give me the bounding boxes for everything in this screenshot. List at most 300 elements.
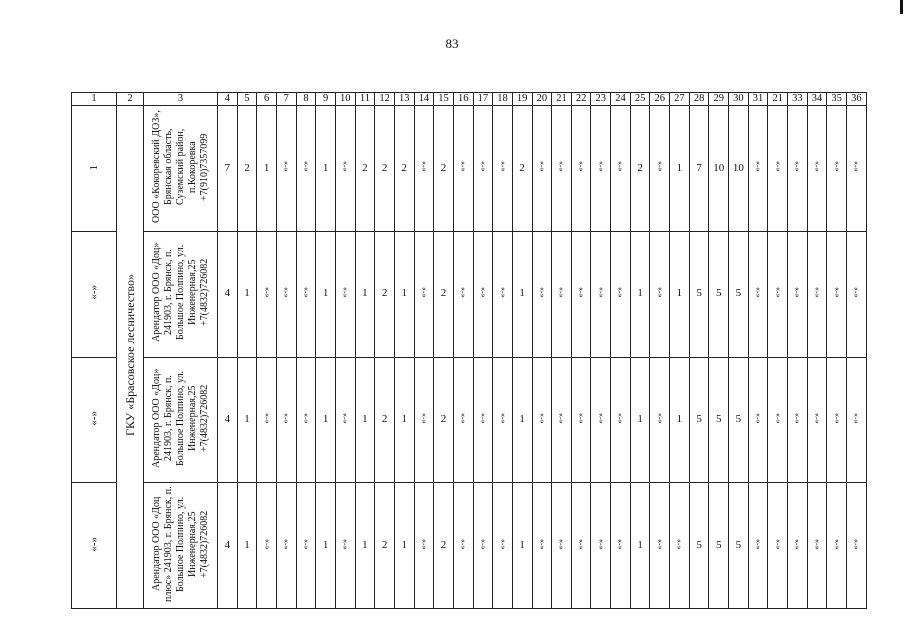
ditto-mark: «-» bbox=[615, 412, 625, 424]
header-cell: 12 bbox=[375, 93, 395, 106]
data-cell bbox=[394, 106, 414, 232]
table-row bbox=[72, 231, 867, 357]
ditto-mark: «-» bbox=[753, 161, 763, 172]
data-cell bbox=[807, 231, 827, 357]
header-cell: 1 bbox=[72, 93, 117, 106]
cell-value: 1 bbox=[263, 161, 270, 174]
header-cell: 34 bbox=[807, 93, 827, 106]
cell-value: 1 bbox=[637, 538, 643, 551]
data-cell bbox=[394, 357, 414, 483]
data-cell bbox=[847, 106, 867, 232]
cell-value: 1 bbox=[401, 287, 407, 300]
data-cell bbox=[748, 357, 768, 483]
data-cell bbox=[650, 483, 670, 609]
header-cell: 8 bbox=[296, 93, 316, 106]
header-cell: 33 bbox=[788, 93, 808, 106]
ditto-mark: «-» bbox=[497, 161, 507, 172]
ditto-mark: «-» bbox=[654, 287, 664, 298]
ditto-mark: «-» bbox=[281, 412, 291, 424]
ditto-mark: «-» bbox=[340, 287, 350, 298]
data-cell bbox=[257, 106, 277, 232]
data-cell bbox=[768, 231, 788, 357]
data-cell bbox=[768, 357, 788, 483]
table-row bbox=[72, 483, 867, 609]
data-cell bbox=[847, 483, 867, 609]
ditto-mark: «-» bbox=[497, 287, 507, 298]
cell-value: 1 bbox=[244, 538, 250, 551]
header-cell: 16 bbox=[453, 93, 473, 106]
ditto-mark: «-» bbox=[477, 161, 487, 172]
ditto-mark: «-» bbox=[576, 538, 586, 550]
data-cell bbox=[453, 106, 473, 232]
ditto-mark: «-» bbox=[753, 287, 763, 298]
ditto-mark: «-» bbox=[753, 412, 763, 424]
data-cell bbox=[591, 231, 611, 357]
data-cell bbox=[630, 231, 650, 357]
ditto-mark: «-» bbox=[340, 161, 350, 172]
data-cell bbox=[768, 483, 788, 609]
data-cell bbox=[847, 357, 867, 483]
cell-value: 5 bbox=[696, 413, 702, 426]
ditto-mark: «-» bbox=[458, 412, 468, 424]
data-cell bbox=[237, 231, 257, 357]
data-cell bbox=[296, 483, 316, 609]
data-cell bbox=[591, 106, 611, 232]
ditto-mark: «-» bbox=[281, 538, 291, 550]
ditto-mark: «-» bbox=[772, 287, 782, 298]
cell-value: 1 bbox=[676, 287, 683, 300]
table-row bbox=[72, 106, 867, 232]
data-cell bbox=[650, 357, 670, 483]
data-cell bbox=[237, 106, 257, 232]
entity-text: ООО «Кокоревский ДОЗ», Брянская область, Суземский район, п.Кокоревка +7(910)7357099 bbox=[150, 110, 210, 224]
data-cell bbox=[552, 231, 572, 357]
header-cell: 21 bbox=[552, 93, 572, 106]
data-cell bbox=[630, 357, 650, 483]
cell-value: 1 bbox=[637, 413, 643, 426]
cell-value: 10 bbox=[732, 161, 744, 174]
data-cell bbox=[296, 231, 316, 357]
cell-value: 5 bbox=[735, 413, 742, 426]
header-cell: 30 bbox=[729, 93, 749, 106]
entity-cell bbox=[144, 357, 218, 483]
row-number: «-» bbox=[87, 536, 100, 552]
data-cell bbox=[257, 483, 277, 609]
data-cell bbox=[355, 483, 375, 609]
cell-value: 1 bbox=[401, 538, 407, 551]
data-cell bbox=[257, 357, 277, 483]
data-cell bbox=[257, 231, 277, 357]
data-cell bbox=[414, 357, 434, 483]
forestry-cell bbox=[117, 106, 144, 609]
data-cell bbox=[532, 231, 552, 357]
data-cell bbox=[729, 231, 749, 357]
row-number: 1 bbox=[87, 164, 100, 171]
header-cell: 36 bbox=[847, 93, 867, 106]
ditto-mark: «-» bbox=[418, 287, 428, 298]
row-number: «-» bbox=[87, 410, 100, 426]
cell-value: 5 bbox=[696, 287, 702, 300]
cell-value: 1 bbox=[519, 413, 525, 426]
page-number: 83 bbox=[445, 36, 459, 51]
data-cell bbox=[335, 357, 355, 483]
ditto-mark: «-» bbox=[281, 161, 291, 172]
ditto-mark: «-» bbox=[792, 287, 802, 298]
ditto-mark: «-» bbox=[851, 287, 861, 298]
data-cell bbox=[611, 357, 631, 483]
ditto-mark: «-» bbox=[654, 161, 664, 172]
ditto-mark: «-» bbox=[851, 412, 861, 424]
data-cell bbox=[611, 231, 631, 357]
data-cell bbox=[434, 483, 454, 609]
entity-cell bbox=[144, 106, 218, 232]
data-cell bbox=[709, 106, 729, 232]
ditto-mark: «-» bbox=[595, 538, 605, 550]
ditto-mark: «-» bbox=[556, 287, 566, 298]
data-cell bbox=[355, 357, 375, 483]
ditto-mark: «-» bbox=[261, 538, 271, 550]
ditto-mark: «-» bbox=[536, 287, 546, 298]
data-cell bbox=[729, 106, 749, 232]
forestry-name: ГКУ «Брасовское лесничество» bbox=[123, 274, 137, 437]
header-cell: 23 bbox=[591, 93, 611, 106]
data-cell bbox=[650, 231, 670, 357]
data-cell bbox=[670, 106, 690, 232]
row-number-cell bbox=[72, 483, 117, 609]
cell-value: 1 bbox=[676, 413, 683, 426]
ditto-mark: «-» bbox=[851, 538, 861, 550]
ditto-mark: «-» bbox=[418, 161, 428, 172]
ditto-mark: «-» bbox=[674, 538, 684, 550]
data-cell bbox=[748, 483, 768, 609]
data-cell bbox=[316, 357, 336, 483]
data-cell bbox=[709, 357, 729, 483]
data-cell bbox=[335, 231, 355, 357]
cell-value: 1 bbox=[244, 413, 250, 426]
cell-value: 1 bbox=[322, 538, 329, 551]
data-cell bbox=[218, 231, 238, 357]
data-cell bbox=[434, 357, 454, 483]
data-cell bbox=[493, 357, 513, 483]
data-cell bbox=[827, 483, 847, 609]
data-cell bbox=[729, 483, 749, 609]
data-cell bbox=[493, 106, 513, 232]
cell-value: 2 bbox=[440, 161, 447, 174]
data-cell bbox=[827, 106, 847, 232]
ditto-mark: «-» bbox=[615, 287, 625, 298]
header-cell: 4 bbox=[218, 93, 238, 106]
cell-value: 5 bbox=[715, 287, 722, 300]
cell-value: 1 bbox=[637, 287, 643, 300]
ditto-mark: «-» bbox=[497, 412, 507, 424]
cell-value: 2 bbox=[381, 287, 388, 300]
data-cell bbox=[434, 106, 454, 232]
ditto-mark: «-» bbox=[812, 287, 822, 298]
entity-cell bbox=[144, 483, 218, 609]
cell-value: 1 bbox=[362, 413, 368, 426]
cell-value: 1 bbox=[676, 161, 683, 174]
header-cell: 6 bbox=[257, 93, 277, 106]
data-cell bbox=[473, 357, 493, 483]
data-table bbox=[71, 92, 867, 609]
ditto-mark: «-» bbox=[792, 538, 802, 550]
ditto-mark: «-» bbox=[556, 161, 566, 172]
ditto-mark: «-» bbox=[772, 538, 782, 550]
cell-value: 2 bbox=[440, 538, 447, 551]
data-cell bbox=[335, 106, 355, 232]
data-cell bbox=[276, 231, 296, 357]
data-cell bbox=[788, 357, 808, 483]
data-cell bbox=[571, 106, 591, 232]
cell-value: 4 bbox=[224, 413, 231, 426]
data-cell bbox=[218, 106, 238, 232]
data-cell bbox=[276, 106, 296, 232]
cell-value: 4 bbox=[224, 538, 231, 551]
data-cell bbox=[611, 483, 631, 609]
cell-value: 2 bbox=[519, 161, 525, 174]
header-cell: 11 bbox=[355, 93, 375, 106]
ditto-mark: «-» bbox=[556, 412, 566, 424]
ditto-mark: «-» bbox=[477, 538, 487, 550]
cell-value: 7 bbox=[696, 161, 702, 174]
data-cell bbox=[591, 483, 611, 609]
row-number: «-» bbox=[87, 285, 100, 300]
table-row bbox=[72, 357, 867, 483]
data-cell bbox=[414, 106, 434, 232]
ditto-mark: «-» bbox=[772, 161, 782, 172]
data-cell bbox=[237, 483, 257, 609]
data-cell bbox=[453, 231, 473, 357]
header-cell: 18 bbox=[493, 93, 513, 106]
data-cell bbox=[394, 483, 414, 609]
data-cell bbox=[394, 231, 414, 357]
data-cell bbox=[670, 483, 690, 609]
ditto-mark: «-» bbox=[536, 538, 546, 550]
header-cell: 31 bbox=[748, 93, 768, 106]
data-cell bbox=[552, 106, 572, 232]
data-cell bbox=[748, 231, 768, 357]
data-cell bbox=[473, 483, 493, 609]
ditto-mark: «-» bbox=[831, 287, 841, 298]
data-cell bbox=[571, 483, 591, 609]
data-cell bbox=[453, 357, 473, 483]
ditto-mark: «-» bbox=[615, 538, 625, 550]
row-number-cell bbox=[72, 106, 117, 232]
cell-value: 2 bbox=[381, 413, 388, 426]
cell-value: 10 bbox=[713, 161, 725, 174]
ditto-mark: «-» bbox=[615, 161, 625, 172]
data-cell bbox=[512, 231, 532, 357]
ditto-mark: «-» bbox=[812, 161, 822, 172]
data-cell bbox=[512, 106, 532, 232]
data-cell bbox=[316, 231, 336, 357]
ditto-mark: «-» bbox=[831, 412, 841, 424]
cell-value: 1 bbox=[519, 538, 525, 551]
data-cell bbox=[512, 483, 532, 609]
ditto-mark: «-» bbox=[300, 161, 310, 172]
data-cell bbox=[827, 357, 847, 483]
data-cell bbox=[375, 231, 395, 357]
cell-value: 5 bbox=[735, 287, 742, 300]
header-cell: 3 bbox=[144, 93, 218, 106]
header-cell: 19 bbox=[512, 93, 532, 106]
data-cell bbox=[375, 483, 395, 609]
data-cell bbox=[335, 483, 355, 609]
data-cell bbox=[316, 106, 336, 232]
ditto-mark: «-» bbox=[281, 287, 291, 298]
ditto-mark: «-» bbox=[458, 538, 468, 550]
data-cell bbox=[689, 357, 709, 483]
ditto-mark: «-» bbox=[556, 538, 566, 550]
ditto-mark: «-» bbox=[300, 412, 310, 424]
data-cell bbox=[689, 483, 709, 609]
data-cell bbox=[630, 483, 650, 609]
cell-value: 1 bbox=[322, 161, 329, 174]
cell-value: 5 bbox=[715, 538, 722, 551]
cell-value: 2 bbox=[440, 413, 447, 426]
entity-cell bbox=[144, 231, 218, 357]
ditto-mark: «-» bbox=[812, 538, 822, 550]
header-cell: 20 bbox=[532, 93, 552, 106]
data-cell bbox=[689, 106, 709, 232]
header-cell: 14 bbox=[414, 93, 434, 106]
header-cell: 2 bbox=[117, 93, 144, 106]
cell-value: 7 bbox=[224, 161, 231, 174]
data-cell bbox=[453, 483, 473, 609]
cell-value: 1 bbox=[322, 413, 329, 426]
data-cell bbox=[414, 483, 434, 609]
ditto-mark: «-» bbox=[458, 161, 468, 172]
ditto-mark: «-» bbox=[458, 287, 468, 298]
cell-value: 5 bbox=[696, 538, 702, 551]
cell-value: 1 bbox=[322, 287, 329, 300]
data-cell bbox=[434, 231, 454, 357]
data-cell bbox=[807, 483, 827, 609]
data-cell bbox=[316, 483, 336, 609]
cell-value: 1 bbox=[244, 287, 250, 300]
entity-text: Арендатор ООО «Доц плюс» 241903, г. Брянск, п. Большое Полпино, ул. Инженерная,25 +7(4832)726082 bbox=[150, 486, 210, 602]
ditto-mark: «-» bbox=[261, 287, 271, 298]
ditto-mark: «-» bbox=[831, 538, 841, 550]
data-cell bbox=[591, 357, 611, 483]
data-cell bbox=[571, 231, 591, 357]
data-cell bbox=[218, 483, 238, 609]
header-cell: 21 bbox=[768, 93, 788, 106]
ditto-mark: «-» bbox=[576, 161, 586, 172]
ditto-mark: «-» bbox=[772, 412, 782, 424]
cell-value: 2 bbox=[440, 287, 447, 300]
header-cell: 13 bbox=[394, 93, 414, 106]
data-cell bbox=[788, 483, 808, 609]
ditto-mark: «-» bbox=[851, 161, 861, 172]
data-cell bbox=[493, 231, 513, 357]
ditto-mark: «-» bbox=[477, 412, 487, 424]
header-row bbox=[72, 93, 867, 106]
header-cell: 28 bbox=[689, 93, 709, 106]
data-cell bbox=[709, 231, 729, 357]
data-cell bbox=[414, 231, 434, 357]
data-cell bbox=[512, 357, 532, 483]
cell-value: 1 bbox=[362, 538, 368, 551]
data-cell bbox=[473, 231, 493, 357]
ditto-mark: «-» bbox=[300, 287, 310, 298]
entity-text: Арендатор ООО «Доц» 241903, г. Брянск, п. Большое Полпино, ул. Инженерная,25 +7(4832)726082 bbox=[150, 242, 210, 343]
page-edge-mark bbox=[900, 0, 903, 14]
header-cell: 24 bbox=[611, 93, 631, 106]
data-cell bbox=[768, 106, 788, 232]
data-cell bbox=[532, 106, 552, 232]
ditto-mark: «-» bbox=[812, 412, 822, 424]
data-cell bbox=[630, 106, 650, 232]
header-cell: 27 bbox=[670, 93, 690, 106]
cell-value: 2 bbox=[381, 161, 388, 174]
ditto-mark: «-» bbox=[595, 412, 605, 424]
header-cell: 26 bbox=[650, 93, 670, 106]
header-cell: 5 bbox=[237, 93, 257, 106]
header-cell: 25 bbox=[630, 93, 650, 106]
ditto-mark: «-» bbox=[595, 287, 605, 298]
data-cell bbox=[552, 483, 572, 609]
ditto-mark: «-» bbox=[576, 287, 586, 298]
data-cell bbox=[670, 231, 690, 357]
ditto-mark: «-» bbox=[497, 538, 507, 550]
header-cell: 7 bbox=[276, 93, 296, 106]
data-cell bbox=[807, 357, 827, 483]
ditto-mark: «-» bbox=[654, 412, 664, 424]
data-cell bbox=[847, 231, 867, 357]
entity-text: Арендатор ООО «Доц» 241903, г. Брянск, п. Большое Полпино, ул. Инженерная,25 +7(4832)726082 bbox=[150, 368, 210, 468]
data-cell bbox=[532, 357, 552, 483]
data-cell bbox=[355, 231, 375, 357]
data-cell bbox=[218, 357, 238, 483]
cell-value: 2 bbox=[244, 161, 250, 174]
cell-value: 2 bbox=[637, 161, 643, 174]
header-cell: 35 bbox=[827, 93, 847, 106]
data-cell bbox=[571, 357, 591, 483]
ditto-mark: «-» bbox=[536, 412, 546, 424]
data-cell bbox=[611, 106, 631, 232]
row-number-cell bbox=[72, 231, 117, 357]
cell-value: 1 bbox=[519, 287, 525, 300]
data-cell bbox=[493, 483, 513, 609]
data-cell bbox=[473, 106, 493, 232]
cell-value: 1 bbox=[401, 413, 407, 426]
ditto-mark: «-» bbox=[536, 161, 546, 172]
data-cell bbox=[827, 231, 847, 357]
ditto-mark: «-» bbox=[654, 538, 664, 550]
ditto-mark: «-» bbox=[418, 538, 428, 550]
header-cell: 22 bbox=[571, 93, 591, 106]
data-cell bbox=[276, 483, 296, 609]
data-cell bbox=[650, 106, 670, 232]
cell-value: 2 bbox=[362, 161, 368, 174]
ditto-mark: «-» bbox=[477, 287, 487, 298]
ditto-mark: «-» bbox=[753, 538, 763, 550]
data-cell bbox=[375, 357, 395, 483]
header-cell: 15 bbox=[434, 93, 454, 106]
cell-value: 5 bbox=[715, 413, 722, 426]
cell-value: 1 bbox=[362, 287, 368, 300]
ditto-mark: «-» bbox=[595, 161, 605, 172]
data-cell bbox=[807, 106, 827, 232]
header-cell: 10 bbox=[335, 93, 355, 106]
ditto-mark: «-» bbox=[576, 412, 586, 424]
header-cell: 9 bbox=[316, 93, 336, 106]
ditto-mark: «-» bbox=[300, 538, 310, 550]
data-cell bbox=[237, 357, 257, 483]
ditto-mark: «-» bbox=[792, 161, 802, 172]
cell-value: 4 bbox=[224, 287, 231, 300]
